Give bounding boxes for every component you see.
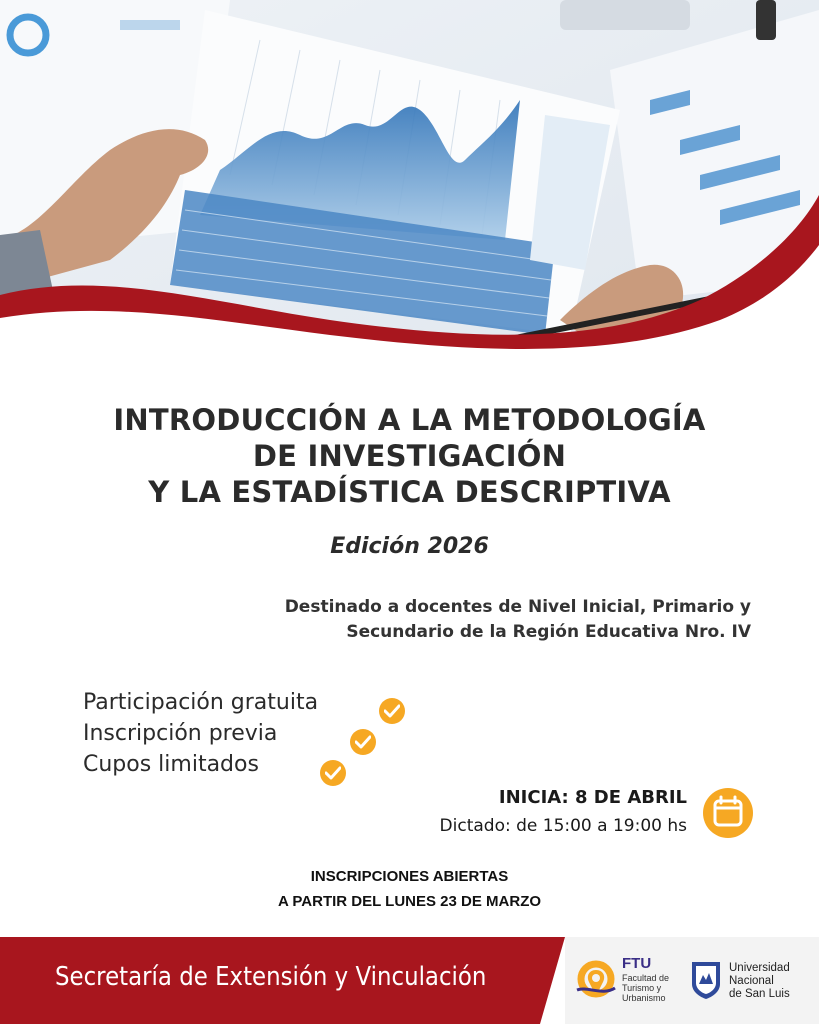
ftu-subtitle [622,973,669,1003]
feature-item [83,721,318,752]
feature-item [83,752,318,783]
ftu-sub-line-3: Urbanismo [622,993,666,1003]
hero-illustration [0,0,819,400]
title-line-2: DE INVESTIGACIÓN [252,439,567,473]
audience-line-1: Destinado a docentes de Nivel Inicial, Primario y [284,597,751,617]
ftu-logo-icon [575,960,617,1007]
unsl-name [729,962,790,1001]
audience-text [151,595,751,645]
start-date: INICIA: 8 DE ABRIL [498,787,687,808]
ftu-sub-line-2: Turismo y [622,983,662,993]
unsl-line-3: de San Luis [729,988,790,1000]
hero-photo [0,0,819,400]
schedule-text: Dictado: de 15:00 a 19:00 hs [439,816,687,836]
feature-label: Inscripción previa [83,721,278,746]
unsl-line-2: Nacional [729,975,774,987]
registration-line-1: INSCRIPCIONES ABIERTAS [310,868,509,885]
title-line-3: Y LA ESTADÍSTICA DESCRIPTIVA [148,475,671,509]
audience-line-2: Secundario de la Región Educativa Nro. IV [346,622,751,642]
unsl-line-1: Universidad [729,962,790,974]
footer-title: Secretaría de Extensión y Vinculación [55,962,487,992]
check-icon [320,760,346,786]
feature-label: Cupos limitados [83,752,259,777]
ftu-sub-line-1: Facultad de [622,973,670,983]
registration-notice [0,864,819,914]
feature-label: Participación gratuita [83,690,319,715]
course-title [0,402,819,510]
calendar-icon [703,788,753,838]
edition-label: Edición 2026 [330,534,489,559]
ftu-name: FTU [622,955,652,972]
check-icon [350,729,376,755]
check-icon [379,698,405,724]
unsl-shield-icon [690,960,722,1000]
title-line-1: INTRODUCCIÓN A LA METODOLOGÍA [113,403,706,437]
registration-line-2: A PARTIR DEL LUNES 23 DE MARZO [277,893,542,910]
feature-item [83,690,318,721]
features-list [83,690,318,783]
